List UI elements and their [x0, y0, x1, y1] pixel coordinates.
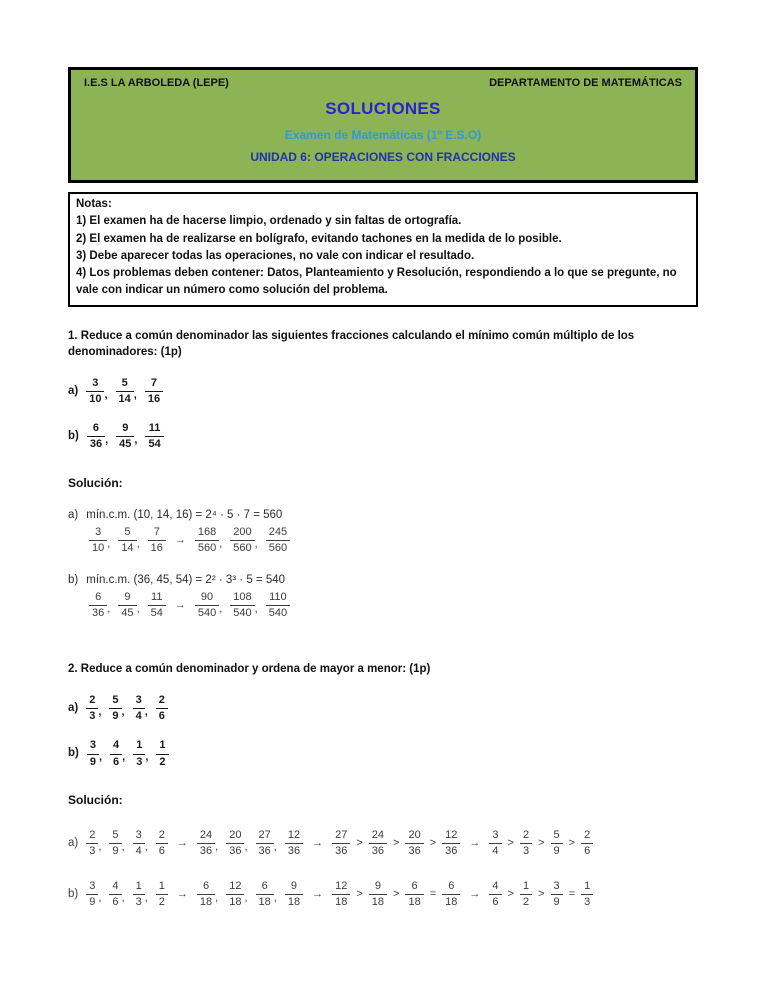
solution-text-row — [68, 574, 698, 586]
exercise-1-statement: 1. Reduce a común denominador las siguientes fracciones calculando el mínimo común múltiplo de los denominadores: (1p) — [68, 329, 635, 359]
fraction-numerator: 6 — [95, 590, 102, 603]
exercise-1-solutions — [68, 509, 698, 621]
comma-separator: , — [144, 892, 148, 905]
comma-separator: , — [144, 706, 148, 719]
fraction — [332, 880, 350, 909]
fraction-numerator: 9 — [374, 880, 381, 893]
fraction — [87, 422, 105, 451]
fraction — [110, 739, 122, 768]
comma-separator: , — [136, 537, 140, 550]
fraction-numerator: 90 — [200, 590, 214, 603]
fraction-denominator: 18 — [369, 894, 387, 909]
greater-than-symbol: > — [356, 836, 363, 849]
solution-text: mín.c.m. (36, 45, 54) = 2² · 3³ · 5 = 540 — [86, 573, 286, 586]
fraction — [405, 829, 423, 858]
fraction-numerator: 1 — [135, 880, 142, 893]
fraction-numerator: 20 — [408, 828, 421, 841]
fraction-denominator: 36 — [87, 436, 105, 451]
fraction-denominator: 6 — [110, 754, 122, 769]
exam-subtitle: Examen de Matemáticas (1º E.S.O) — [284, 128, 482, 142]
fraction-denominator: 36 — [369, 843, 387, 858]
fraction-numerator: 2 — [158, 828, 165, 841]
header-row — [84, 77, 682, 89]
comma-separator: , — [98, 840, 102, 853]
fraction-denominator: 14 — [118, 540, 136, 555]
fraction — [148, 526, 166, 555]
item-label: b) — [68, 747, 79, 760]
fraction — [118, 526, 136, 555]
fraction-denominator: 560 — [266, 540, 290, 555]
fraction-numerator: 1 — [158, 880, 165, 893]
fraction-numerator: 7 — [150, 376, 158, 389]
fraction-numerator: 6 — [411, 880, 418, 893]
fraction-numerator: 4 — [112, 880, 119, 893]
fraction — [369, 880, 387, 909]
fraction — [369, 829, 387, 858]
comma-separator: , — [98, 751, 103, 764]
comma-separator: , — [144, 840, 148, 853]
fraction-numerator: 200 — [233, 525, 252, 538]
arrow-symbol: → — [312, 836, 324, 849]
fraction-denominator: 6 — [156, 843, 168, 858]
fraction — [285, 829, 303, 858]
comma-separator: , — [107, 537, 111, 550]
fraction-denominator: 9 — [86, 894, 98, 909]
fraction — [195, 526, 219, 555]
fraction-numerator: 12 — [287, 828, 301, 841]
fraction-denominator: 36 — [89, 605, 107, 620]
exercise-2-items — [68, 694, 698, 769]
arrow-symbol: → — [174, 599, 186, 612]
exercise-2-solution-heading: Solución: — [68, 792, 123, 807]
notes-heading: Notas: — [76, 198, 112, 210]
fraction-numerator: 9 — [124, 590, 131, 603]
note-line: 3) Debe aparecer todas las operaciones, no vale con indicar el resultado. — [76, 249, 475, 262]
fraction — [118, 591, 136, 620]
item-label: b) — [68, 573, 79, 586]
fraction-numerator: 3 — [492, 828, 499, 841]
fraction-denominator: 2 — [520, 894, 532, 909]
note-line: 1) El examen ha de hacerse limpio, ordenado y sin faltas de ortografía. — [76, 215, 462, 228]
school-name: I.E.S LA ARBOLEDA (LEPE) — [84, 77, 229, 89]
fraction-denominator: 6 — [156, 708, 168, 723]
fraction-denominator: 18 — [256, 894, 274, 909]
fraction-denominator: 560 — [195, 540, 219, 555]
fraction-numerator: 2 — [89, 694, 96, 707]
greater-than-symbol: > — [393, 888, 400, 901]
fraction — [256, 880, 274, 909]
math-row — [68, 739, 698, 768]
fraction — [266, 526, 290, 555]
fraction — [581, 880, 593, 909]
exercise-2-statement: 2. Reduce a común denominador y ordena de mayor a menor: (1p) — [68, 663, 431, 676]
fraction-numerator: 5 — [553, 828, 560, 841]
fraction-denominator: 18 — [332, 894, 350, 909]
document-title: SOLUCIONES — [325, 99, 441, 118]
fraction-numerator: 6 — [92, 422, 100, 435]
fraction-numerator: 11 — [148, 422, 161, 435]
fraction-numerator: 1 — [522, 880, 530, 893]
fraction-denominator: 3 — [86, 843, 98, 858]
fraction-numerator: 110 — [269, 590, 287, 603]
fraction-denominator: 18 — [405, 894, 423, 909]
equals-symbol: = — [568, 888, 576, 901]
fraction-denominator: 2 — [156, 754, 168, 769]
fraction-denominator: 9 — [87, 754, 99, 769]
fraction-denominator: 18 — [197, 894, 215, 909]
fraction-numerator: 2 — [89, 828, 96, 841]
greater-than-symbol: > — [393, 836, 400, 849]
fraction-numerator: 24 — [199, 828, 213, 841]
comma-separator: , — [215, 892, 219, 905]
department-name: DEPARTAMENTO DE MATEMÁTICAS — [489, 77, 682, 89]
fraction-numerator: 1 — [584, 880, 591, 893]
comma-separator: , — [244, 840, 248, 853]
fraction-numerator: 5 — [124, 525, 131, 538]
math-row — [68, 422, 698, 451]
fraction-denominator: 2 — [156, 894, 168, 909]
fraction-denominator: 36 — [442, 843, 460, 858]
unit-title: UNIDAD 6: OPERACIONES CON FRACCIONES — [250, 150, 516, 164]
fraction-numerator: 27 — [258, 828, 271, 841]
fraction-numerator: 6 — [261, 880, 268, 893]
fraction — [86, 829, 98, 858]
comma-separator: , — [273, 840, 277, 853]
fraction-denominator: 9 — [109, 843, 121, 858]
fraction-numerator: 2 — [522, 828, 530, 841]
solution-text-row — [68, 509, 698, 521]
fraction-denominator: 3 — [133, 754, 145, 769]
arrow-symbol: → — [312, 888, 324, 901]
fraction — [256, 829, 274, 858]
fraction-numerator: 3 — [89, 880, 96, 893]
math-row — [68, 694, 698, 723]
greater-than-symbol: > — [538, 836, 545, 849]
fraction — [156, 739, 168, 768]
fraction-denominator: 540 — [230, 605, 254, 620]
fraction — [116, 422, 134, 451]
fraction-numerator: 5 — [121, 376, 128, 389]
fraction-numerator: 245 — [268, 525, 288, 538]
item-label: a) — [68, 508, 79, 521]
comma-separator: , — [215, 840, 219, 853]
fraction — [145, 377, 163, 406]
fraction-denominator: 45 — [116, 436, 134, 451]
math-row — [68, 377, 698, 406]
fraction — [109, 829, 121, 858]
fraction — [133, 829, 145, 858]
fraction — [442, 829, 460, 858]
fraction-denominator: 3 — [86, 708, 98, 723]
greater-than-symbol: > — [538, 888, 545, 901]
fraction-denominator: 36 — [197, 843, 215, 858]
fraction-numerator: 108 — [233, 590, 252, 603]
fraction-numerator: 6 — [448, 880, 455, 893]
header-box — [68, 67, 698, 183]
fraction-numerator: 3 — [92, 376, 99, 389]
comma-separator: , — [98, 892, 102, 905]
fraction — [489, 880, 501, 909]
arrow-symbol: → — [174, 533, 186, 546]
exercise-1-solution-heading: Solución: — [68, 475, 123, 490]
fraction — [230, 591, 254, 620]
comma-separator: , — [134, 434, 138, 447]
fraction-numerator: 24 — [371, 828, 385, 841]
fraction — [226, 829, 244, 858]
exercise-1 — [68, 328, 698, 621]
fraction-denominator: 6 — [109, 894, 121, 909]
fraction — [197, 829, 215, 858]
fraction-numerator: 3 — [135, 828, 142, 841]
fraction — [86, 377, 104, 406]
arrow-symbol: → — [176, 888, 188, 901]
fraction-numerator: 4 — [113, 739, 120, 752]
comma-separator: , — [133, 388, 137, 401]
fraction — [148, 591, 166, 620]
fraction — [89, 591, 107, 620]
fraction-numerator: 4 — [492, 880, 499, 893]
fraction-denominator: 36 — [332, 843, 350, 858]
fraction-denominator: 6 — [581, 843, 593, 858]
fraction-denominator: 14 — [116, 391, 134, 406]
fraction-numerator: 2 — [158, 694, 165, 707]
fraction — [133, 880, 145, 909]
solution-item — [68, 509, 698, 555]
fraction-numerator: 3 — [95, 525, 102, 538]
greater-than-symbol: > — [507, 836, 514, 849]
fraction-denominator: 16 — [148, 540, 166, 555]
exercise-2-solutions — [68, 829, 698, 910]
fraction-denominator: 3 — [133, 894, 145, 909]
comma-separator: , — [98, 706, 102, 719]
comma-separator: , — [121, 892, 125, 905]
math-row — [89, 591, 698, 620]
comma-separator: , — [219, 603, 223, 616]
fraction-denominator: 3 — [581, 894, 593, 909]
fraction-denominator: 4 — [489, 843, 501, 858]
fraction — [332, 829, 350, 858]
item-label: a) — [68, 384, 79, 397]
fraction-denominator: 9 — [551, 894, 563, 909]
fraction-numerator: 12 — [335, 880, 348, 893]
fraction-numerator: 168 — [197, 525, 217, 538]
fraction — [156, 880, 168, 909]
greater-than-symbol: > — [429, 836, 437, 849]
fraction-denominator: 18 — [442, 894, 460, 909]
greater-than-symbol: > — [507, 888, 514, 901]
math-row — [68, 829, 698, 858]
fraction-numerator: 5 — [112, 694, 119, 707]
fraction-denominator: 36 — [405, 843, 423, 858]
fraction-denominator: 9 — [109, 708, 121, 723]
fraction-denominator: 3 — [520, 843, 532, 858]
fraction — [87, 739, 99, 768]
comma-separator: , — [145, 751, 149, 764]
fraction — [116, 377, 134, 406]
fraction-numerator: 7 — [153, 525, 160, 538]
fraction — [156, 829, 168, 858]
arrow-symbol: → — [469, 836, 481, 849]
exercise-1-items — [68, 377, 698, 452]
fraction-denominator: 54 — [148, 605, 166, 620]
comma-separator: , — [219, 537, 223, 550]
fraction-denominator: 18 — [226, 894, 244, 909]
fraction — [133, 694, 145, 723]
fraction — [489, 829, 501, 858]
fraction — [145, 422, 163, 451]
equals-symbol: = — [429, 888, 437, 901]
fraction — [226, 880, 244, 909]
exercise-2 — [68, 661, 698, 909]
comma-separator: , — [122, 751, 126, 764]
fraction-denominator: 16 — [145, 391, 163, 406]
fraction — [89, 526, 107, 555]
fraction-denominator: 6 — [489, 894, 501, 909]
fraction — [133, 739, 145, 768]
fraction-numerator: 12 — [229, 880, 242, 893]
fraction-denominator: 560 — [230, 540, 254, 555]
fraction-numerator: 9 — [122, 422, 129, 435]
fraction — [520, 829, 532, 858]
fraction-denominator: 4 — [133, 843, 145, 858]
greater-than-symbol: > — [568, 836, 576, 849]
fraction-denominator: 54 — [145, 436, 163, 451]
greater-than-symbol: > — [356, 888, 363, 901]
fraction — [86, 880, 98, 909]
fraction — [230, 526, 254, 555]
notes-box — [68, 192, 698, 307]
comma-separator: , — [105, 434, 109, 447]
item-label: b) — [68, 887, 79, 900]
comma-separator: , — [136, 603, 140, 616]
fraction — [195, 591, 219, 620]
fraction — [442, 880, 460, 909]
fraction — [156, 694, 168, 723]
arrow-symbol: → — [469, 888, 481, 901]
fraction-denominator: 45 — [118, 605, 136, 620]
item-label: b) — [68, 430, 79, 442]
fraction — [551, 829, 563, 858]
fraction-numerator: 11 — [151, 590, 163, 603]
comma-separator: , — [107, 603, 111, 616]
item-label: a) — [68, 836, 79, 849]
comma-separator: , — [244, 892, 248, 905]
fraction-numerator: 3 — [135, 694, 142, 707]
fraction-denominator: 4 — [133, 708, 145, 723]
fraction — [109, 880, 121, 909]
fraction-denominator: 9 — [551, 843, 563, 858]
fraction-numerator: 5 — [112, 828, 119, 841]
arrow-symbol: → — [176, 836, 188, 849]
solution-text: mín.c.m. (10, 14, 16) = 2⁴ · 5 · 7 = 560 — [86, 508, 283, 521]
fraction — [285, 880, 303, 909]
fraction — [551, 880, 563, 909]
fraction-denominator: 10 — [89, 540, 107, 555]
comma-separator: , — [121, 840, 125, 853]
fraction — [197, 880, 215, 909]
fraction-numerator: 12 — [445, 828, 458, 841]
fraction — [86, 694, 98, 723]
fraction-denominator: 540 — [195, 605, 219, 620]
comma-separator: , — [121, 706, 125, 719]
fraction-numerator: 6 — [202, 880, 210, 893]
comma-separator: , — [254, 537, 258, 550]
fraction-denominator: 10 — [86, 391, 104, 406]
fraction-denominator: 36 — [285, 843, 303, 858]
comma-separator: , — [254, 603, 258, 616]
fraction — [405, 880, 423, 909]
fraction — [520, 880, 532, 909]
fraction-numerator: 3 — [89, 739, 96, 752]
solution-item — [68, 574, 698, 620]
fraction-denominator: 18 — [285, 894, 303, 909]
math-row — [68, 880, 698, 909]
fraction-numerator: 2 — [584, 828, 591, 841]
item-label: a) — [68, 701, 79, 714]
note-line: 2) El examen ha de realizarse en bolígrafo, evitando tachones en la medida de lo posible. — [76, 232, 562, 245]
note-line: 4) Los problemas deben contener: Datos, Planteamiento y Resolución, respondiendo a lo que se pregunte, no vale con indicar un número como solución del problema. — [76, 267, 677, 297]
fraction — [581, 829, 593, 858]
fraction-numerator: 9 — [290, 880, 298, 893]
comma-separator: , — [104, 388, 108, 401]
math-row — [89, 526, 698, 555]
fraction-numerator: 27 — [335, 828, 348, 841]
fraction-numerator: 1 — [159, 739, 166, 752]
fraction-denominator: 36 — [256, 843, 274, 858]
fraction-denominator: 36 — [226, 843, 244, 858]
fraction-denominator: 540 — [266, 605, 290, 620]
fraction-numerator: 1 — [136, 739, 143, 752]
fraction-numerator: 20 — [229, 828, 242, 841]
fraction — [266, 591, 290, 620]
fraction-numerator: 3 — [553, 880, 560, 893]
comma-separator: , — [273, 892, 277, 905]
fraction — [109, 694, 121, 723]
notes-lines — [76, 213, 690, 299]
